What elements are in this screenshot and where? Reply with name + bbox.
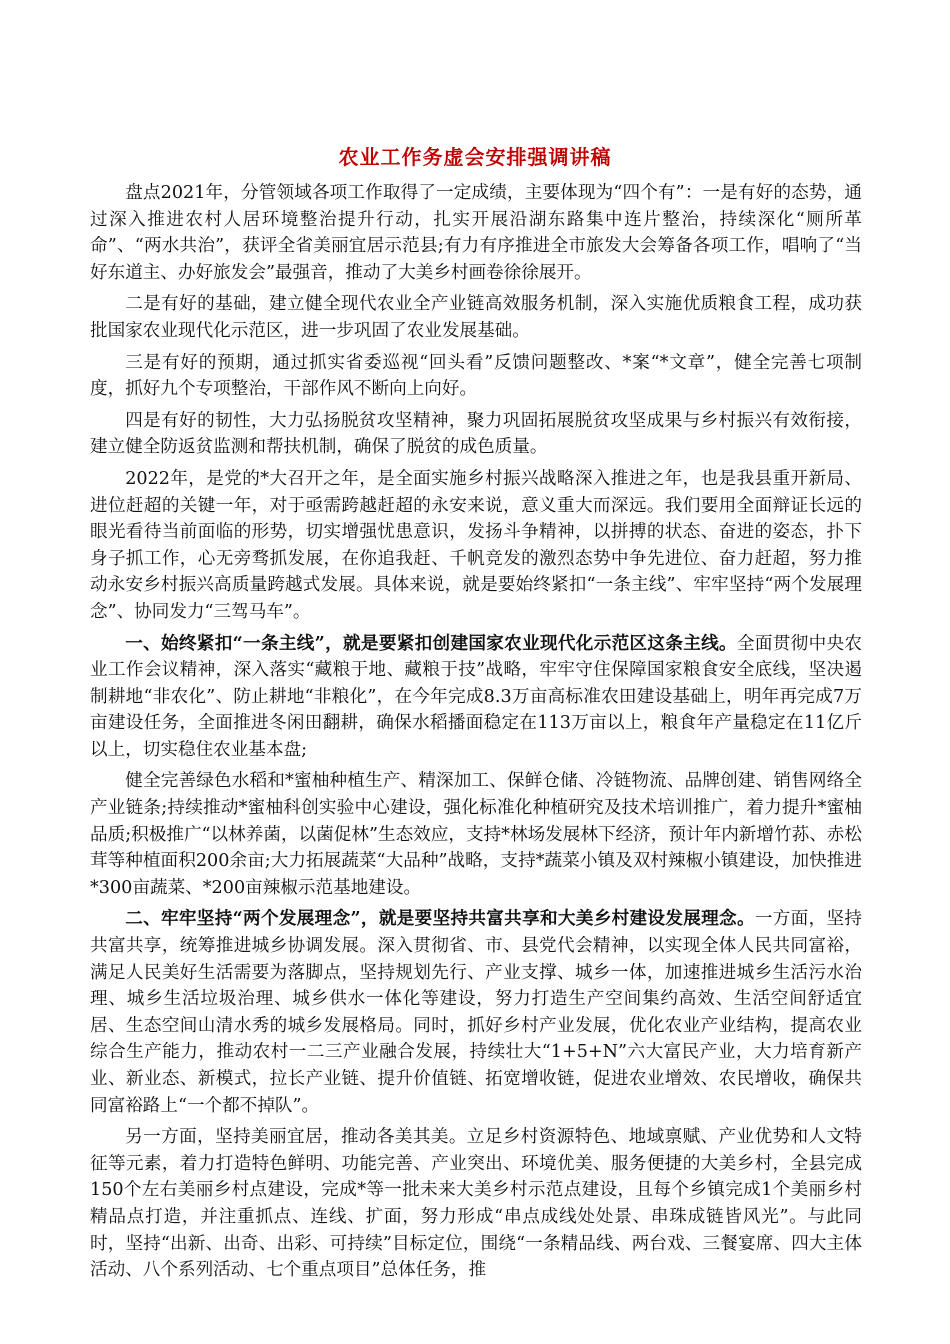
document-paragraph bbox=[90, 408, 862, 461]
document-title: 农业工作务虚会安排强调讲稿 bbox=[338, 145, 612, 169]
document-paragraph bbox=[90, 466, 862, 626]
paragraph-text: 三是有好的预期，通过抓实省委巡视“回头看”反馈问题整改、*案“*文章”，健全完善七项制度，抓好九个专项整治，干部作风不断向上向好。 bbox=[90, 352, 862, 400]
paragraph-text: 四是有好的韧性，大力弘扬脱贫攻坚精神，聚力巩固拓展脱贫攻坚成果与乡村振兴有效衔接，建立健全防返贫监测和帮扶机制，确保了脱贫的成色质量。 bbox=[90, 410, 862, 458]
document-paragraph bbox=[90, 291, 862, 344]
document-paragraph bbox=[90, 631, 862, 764]
document-paragraph bbox=[90, 906, 862, 1119]
paragraph-text: 2022年，是党的*大召开之年，是全面实施乡村振兴战略深入推进之年，也是我县重开新局、进位赶超的关键一年，对于亟需跨越赶超的永安来说，意义重大而深远。我们要用全面辩证长远的眼光看待当前面临的形势，切实增强忧患意识，发扬斗争精神，以拼搏的状态、奋进的姿态，扑下身子抓工作，心无旁骛抓发展，在你追我赶、千帆竞发的激烈态势中争先进位、奋力赶超，努力推动永安乡村振兴高质量跨越式发展。具体来说，就是要始终紧扣“一条主线”、牢牢坚持“两个发展理念”、协同发力“三驾马车”。 bbox=[90, 468, 862, 622]
paragraph-text: 盘点2021年，分管领域各项工作取得了一定成绩，主要体现为“四个有”：一是有好的态势，通过深入推进农村人居环境整治提升行动，扎实开展沿湖东路集中连片整治，持续深化“厕所革命”、“两水共治”，获评全省美丽宜居示范县;有力有序推进全市旅发大会筹备各项工作，唱响了“当好东道主、办好旅发会”最强音，推动了大美乡村画卷徐徐展开。 bbox=[90, 183, 862, 283]
document-paragraph bbox=[90, 180, 862, 286]
document-body bbox=[90, 180, 862, 1289]
document-paragraph bbox=[90, 768, 862, 901]
paragraph-text: 健全完善绿色水稻和*蜜柚种植生产、精深加工、保鲜仓储、冷链物流、品牌创建、销售网络全产业链条;持续推动*蜜柚科创实验中心建设，强化标准化种植研究及技术培训推广，着力提升*蜜柚品质;积极推广“以林养菌，以菌促林”生态效应，支持*林场发展林下经济，预计年内新增竹荪、赤松茸等种植面积200余亩;大力拓展蔬菜“大品种”战略，支持*蔬菜小镇及双村辣椒小镇建设，加快推进*300亩蔬菜、*200亩辣椒示范基地建设。 bbox=[90, 771, 862, 898]
paragraph-text: 另一方面，坚持美丽宜居，推动各美其美。立足乡村资源特色、地域禀赋、产业优势和人文特征等元素，着力打造特色鲜明、功能完善、产业突出、环境优美、服务便捷的大美乡村，全县完成150个左右美丽乡村点建设，完成*等一批未来大美乡村示范点建设，且每个乡镇完成1个美丽乡村精品点打造，并注重抓点、连线、扩面，努力形成“串点成线处处景、串珠成链皆风光”。与此同时，坚持“出新、出奇、出彩、可持续”目标定位，围绕“一条精品线、两台戏、三餐宴席、四大主体活动、八个系列活动、七个重点项目”总体任务，推 bbox=[90, 1127, 862, 1281]
paragraph-text: 一方面，坚持共富共享，统筹推进城乡协调发展。深入贯彻省、市、县党代会精神，以实现全体人民共同富裕，满足人民美好生活需要为落脚点，坚持规划先行、产业支撑、城乡一体，加速推进城乡生活污水治理、城乡生活垃圾治理、城乡供水一体化等建设，努力打造生产空间集约高效、生活空间舒适宜居、生态空间山清水秀的城乡发展格局。同时，抓好乡村产业发展，优化农业产业结构，提高农业综合生产能力，推动农村一二三产业融合发展，持续壮大“1+5+N”六大富民产业，大力培育新产业、新业态、新模式，拉长产业链、提升价值链、拓宽增收链，促进农业增效、农民增收，确保共同富裕路上“一个都不掉队”。 bbox=[90, 909, 862, 1116]
paragraph-text: 全面贯彻中央农业工作会议精神，深入落实“藏粮于地、藏粮于技”战略，牢牢守住保障国家粮食安全底线，坚决遏制耕地“非农化”、防止耕地“非粮化”，在今年完成8.3万亩高标准农田建设基础上，明年再完成7万亩建设任务，全面推进冬闲田翻耕，确保水稻播面稳定在113万亩以上，粮食年产量稳定在11亿斤以上，切实稳住农业基本盘; bbox=[90, 633, 862, 760]
paragraph-text: 二是有好的基础，建立健全现代农业全产业链高效服务机制，深入实施优质粮食工程，成功获批国家农业现代化示范区，进一步巩固了农业发展基础。 bbox=[90, 294, 862, 341]
section-heading: 一、始终紧扣“一条主线”，就是要紧扣创建国家农业现代化示范区这条主线。 bbox=[125, 632, 737, 654]
document-paragraph bbox=[90, 1124, 862, 1284]
section-heading: 二、牢牢坚持“两个发展理念”，就是要坚持共富共享和大美乡村建设发展理念。 bbox=[125, 908, 755, 930]
document-paragraph bbox=[90, 350, 862, 403]
